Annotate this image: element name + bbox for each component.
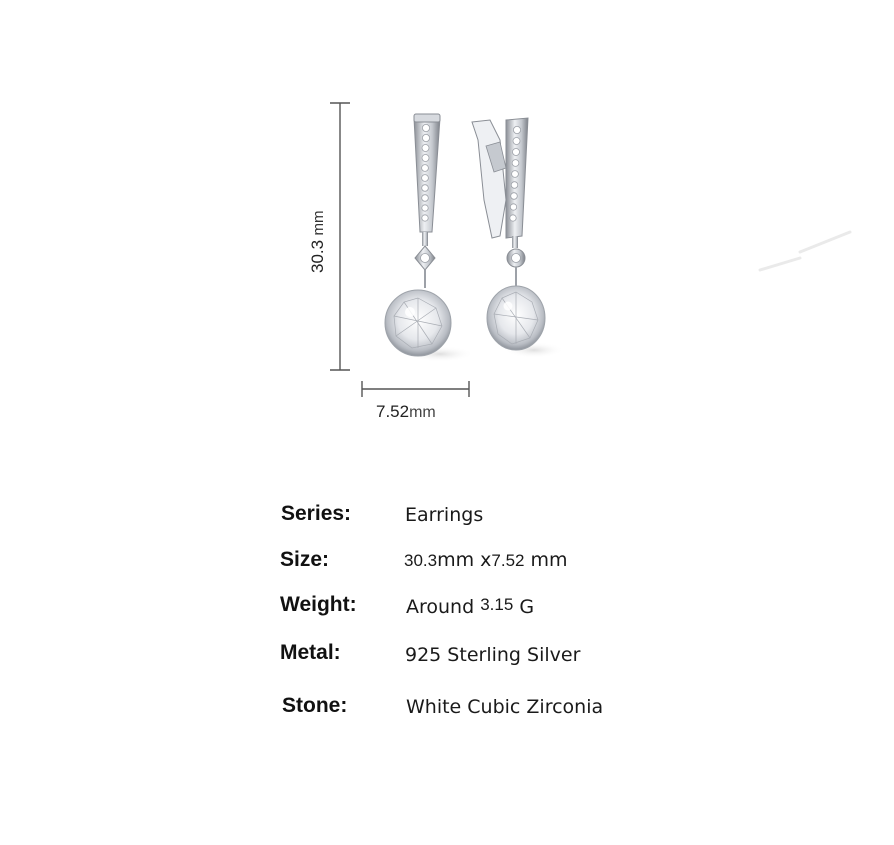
earring-left-illustration [385,114,474,362]
width-dimension-line [362,381,469,397]
height-value: 30.3 [308,239,327,273]
metal-label: Metal: [280,641,341,664]
height-dimension-label [307,210,329,273]
width-unit: mm [409,404,436,421]
size-unit: mm [530,549,568,571]
weight-value [406,596,534,618]
weight-number: 3.15 [480,595,514,614]
height-dimension-line [330,103,350,370]
weight-prefix: Around [406,596,475,618]
width-value: 7.52 [376,402,410,421]
width-dimension-label [376,401,436,424]
stone-value: White Cubic Zirconia [406,696,604,718]
stone-label: Stone: [282,694,348,717]
weight-label: Weight: [280,593,357,616]
earring-right-illustration [472,118,564,358]
weight-unit: G [519,596,535,618]
series-value: Earrings [405,504,484,526]
size-value [404,549,568,571]
metal-value: 925 Sterling Silver [405,644,581,666]
sparkle-decoration [760,232,850,270]
size-width: 7.52 [491,551,525,570]
size-height: 30.3 [404,551,438,570]
height-unit: mm [310,210,327,236]
series-label: Series: [281,502,352,525]
size-label: Size: [280,548,330,571]
size-mid: mm x [437,549,492,571]
